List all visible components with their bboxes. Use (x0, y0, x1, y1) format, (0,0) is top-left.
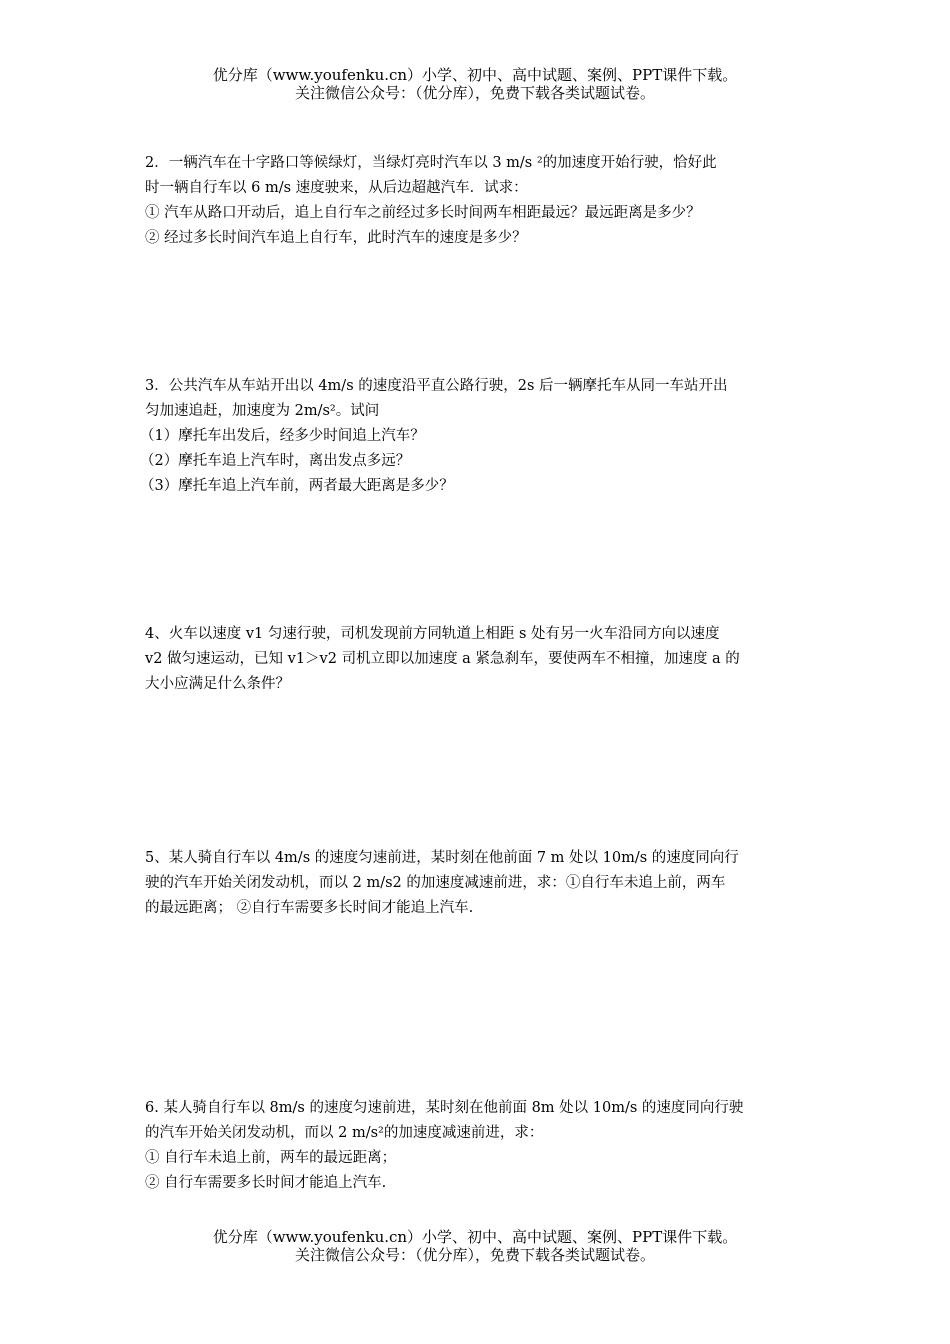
question-3-line-1: 3．公共汽车从车站开出以 4m/s 的速度沿平直公路行驶，2s 后一辆摩托车从同一车站开出 (145, 378, 728, 394)
question-4 (145, 622, 815, 697)
question-6-subquestion-2: ② 自行车需要多长时间才能追上汽车. (145, 1175, 387, 1191)
question-3-subquestion-3: （3）摩托车追上汽车前，两者最大距离是多少？ (140, 478, 454, 494)
footer-line-2: 关注微信公众号：（优分库），免费下载各类试题试卷。 (294, 1246, 655, 1264)
question-2-line-1: 2．一辆汽车在十字路口等候绿灯，当绿灯亮时汽车以 3 m/s ²的加速度开始行驶，恰好此 (145, 155, 717, 171)
question-6-line-2: 的汽车开始关闭发动机，而以 2 m/s²的加速度减速前进，求： (145, 1125, 544, 1141)
question-2-subquestion-1: ① 汽车从路口开动后，追上自行车之前经过多长时间两车相距最远？最远距离是多少？ (145, 205, 701, 221)
question-5 (145, 846, 815, 921)
question-3 (140, 374, 815, 499)
question-4-line-1: 4、火车以速度 v1 匀速行驶，司机发现前方同轨道上相距 s 处有另一火车沿同方向以速度 (145, 626, 720, 642)
page-footer (0, 1228, 950, 1264)
question-6-line-1: 6. 某人骑自行车以 8m/s 的速度匀速前进，某时刻在他前面 8m 处以 10m/s 的速度同向行驶 (145, 1100, 744, 1116)
header-line-2: 关注微信公众号：（优分库），免费下载各类试题试卷。 (294, 84, 655, 102)
question-5-line-1: 5、某人骑自行车以 4m/s 的速度匀速前进，某时刻在他前面 7 m 处以 10m/s 的速度同向行 (145, 850, 739, 866)
question-3-subquestion-2: （2）摩托车追上汽车时，离出发点多远？ (140, 453, 411, 469)
question-5-line-3: 的最远距离； ②自行车需要多长时间才能追上汽车. (145, 900, 474, 916)
question-6-subquestion-1: ① 自行车未追上前，两车的最远距离； (145, 1150, 397, 1166)
question-2-subquestion-2: ② 经过多长时间汽车追上自行车，此时汽车的速度是多少？ (145, 230, 527, 246)
question-3-line-2: 匀加速追赶，加速度为 2m/s²。试问 (145, 403, 380, 419)
question-3-subquestion-1: （1）摩托车出发后，经多少时间追上汽车？ (140, 428, 425, 444)
page-header (0, 66, 950, 102)
question-4-line-3: 大小应满足什么条件？ (145, 676, 290, 692)
footer-line-1: 优分库（www.youfenku.cn）小学、初中、高中试题、案例、PPT课件下载。 (212, 1228, 738, 1246)
question-4-line-2: v2 做匀速运动，已知 v1＞v2 司机立即以加速度 a 紧急刹车，要使两车不相撞，加速度 a 的 (145, 651, 740, 667)
question-2 (145, 151, 815, 251)
question-2-line-2: 时一辆自行车以 6 m/s 速度驶来，从后边超越汽车．试求： (145, 180, 528, 196)
question-5-line-2: 驶的汽车开始关闭发动机，而以 2 m/s2 的加速度减速前进，求：①自行车未追上前，两车 (145, 875, 726, 891)
question-6 (145, 1096, 815, 1196)
header-line-1: 优分库（www.youfenku.cn）小学、初中、高中试题、案例、PPT课件下载。 (212, 66, 738, 84)
